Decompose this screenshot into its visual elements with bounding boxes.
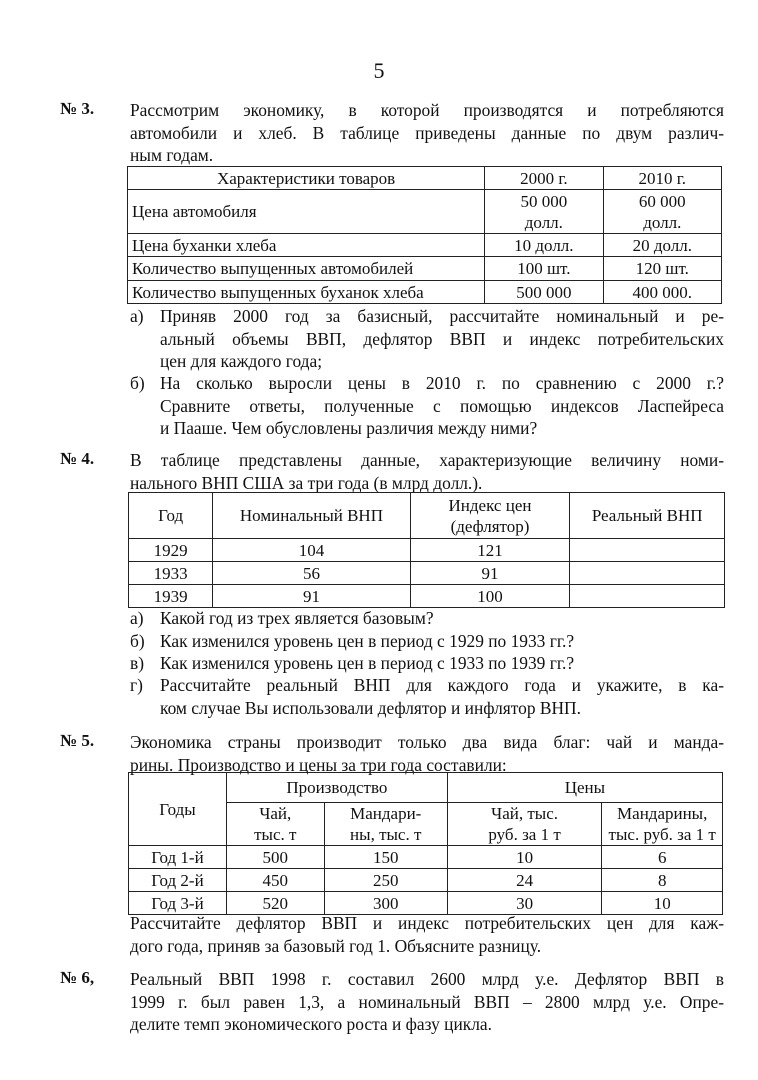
cell-line: Мандари- bbox=[350, 804, 422, 823]
cell-line: Чай, bbox=[259, 804, 292, 823]
cell-line: тыс. руб. за 1 т bbox=[608, 825, 716, 844]
header-cell: Реальный ВНП bbox=[570, 493, 725, 539]
table-header-row bbox=[128, 167, 722, 190]
table-cell: 104 bbox=[213, 539, 410, 562]
table-cell: 100 bbox=[410, 585, 570, 608]
table-cell: 91 bbox=[410, 562, 570, 585]
table-cell: 30 bbox=[447, 892, 602, 915]
text-line: Реальный ВВП 1998 г. составил 2600 млрд у.е. Дефлятор ВВП в bbox=[130, 969, 724, 989]
table-cell: 520 bbox=[226, 892, 324, 915]
problem-4-question-a bbox=[130, 607, 724, 630]
cell-line: долл. bbox=[643, 212, 682, 232]
question-label: в) bbox=[130, 653, 145, 673]
text-line: и Пааше. Чем обусловлены различия между ними? bbox=[160, 418, 538, 438]
table-header-row bbox=[129, 493, 725, 539]
table-row bbox=[129, 869, 723, 892]
cell-line: 50 000 bbox=[520, 191, 568, 211]
problem-3-question-a bbox=[130, 305, 724, 373]
table-cell: 120 шт. bbox=[603, 257, 721, 281]
table-cell: 24 bbox=[447, 869, 602, 892]
cell-line: ны, тыс. т bbox=[350, 825, 422, 844]
text-line: делите темп экономического роста и фазу цикла. bbox=[130, 1014, 492, 1034]
text-line: Приняв 2000 год за базисный, рассчитайте номинальный и ре- bbox=[160, 306, 724, 326]
page-number: 5 bbox=[373, 58, 385, 83]
text-line: Как изменился уровень цен в период с 1933 по 1939 гг.? bbox=[160, 653, 575, 673]
question-label: г) bbox=[130, 675, 143, 695]
group-header-cell: Цены bbox=[447, 773, 722, 803]
table-cell bbox=[570, 539, 725, 562]
table-cell: 10 bbox=[447, 846, 602, 869]
header-cell: 2000 г. bbox=[485, 167, 603, 190]
table-cell: 56 bbox=[213, 562, 410, 585]
table-cell: 10 bbox=[602, 892, 723, 915]
text-line: рины. Производство и цены за три года составили: bbox=[130, 754, 507, 775]
cell-line: руб. за 1 т bbox=[488, 825, 561, 844]
table-cell: 400 000. bbox=[603, 281, 721, 304]
table-cell: Год 1-й bbox=[129, 846, 227, 869]
cell-line: (дефлятор) bbox=[450, 516, 530, 536]
table-cell: 300 bbox=[324, 892, 447, 915]
table-cell: 6 bbox=[602, 846, 723, 869]
table-cell: 20 долл. bbox=[603, 234, 721, 257]
table-row bbox=[128, 234, 722, 257]
table-cell bbox=[570, 585, 725, 608]
table-row bbox=[128, 190, 722, 234]
problem-3-intro bbox=[130, 99, 724, 167]
table-cell: 500 000 bbox=[485, 281, 603, 304]
text-line: Какой год из трех является базовым? bbox=[160, 608, 434, 628]
table-cell: Год 3-й bbox=[129, 892, 227, 915]
table-cell: 500 bbox=[226, 846, 324, 869]
table-row bbox=[128, 257, 722, 281]
text-line: Сравните ответы, полученные с помощью индексов Ласпейреса bbox=[160, 395, 724, 416]
table-row bbox=[129, 539, 725, 562]
table-cell bbox=[485, 190, 603, 234]
row-label: Количество выпущенных автомобилей bbox=[128, 257, 485, 281]
table-cell: 1929 bbox=[129, 539, 213, 562]
problem-4-question-v bbox=[130, 652, 724, 675]
table-cell bbox=[570, 562, 725, 585]
header-cell bbox=[324, 803, 447, 846]
header-cell: 2010 г. bbox=[603, 167, 721, 190]
problem-4-intro bbox=[130, 449, 724, 494]
header-cell: Годы bbox=[129, 773, 227, 846]
question-label: а) bbox=[130, 608, 144, 628]
table-cell: 100 шт. bbox=[485, 257, 603, 281]
cell-line: 60 000 bbox=[638, 191, 686, 211]
text-line: ным годам. bbox=[130, 145, 214, 165]
table-cell: 8 bbox=[602, 869, 723, 892]
table-row bbox=[128, 281, 722, 304]
table-cell: 250 bbox=[324, 869, 447, 892]
problem-6-text bbox=[130, 968, 724, 1036]
text-line: На сколько выросли цены в 2010 г. по сравнению с 2000 г.? bbox=[160, 373, 724, 393]
row-label: Цена автомобиля bbox=[128, 190, 485, 234]
text-line: цен для каждого года; bbox=[160, 351, 323, 371]
problem-4-question-g bbox=[130, 674, 724, 719]
question-label: б) bbox=[130, 373, 145, 393]
question-label: б) bbox=[130, 631, 145, 651]
text-line: 1999 г. был равен 1,3, а номинальный ВВП – 2800 млрд у.е. Опре- bbox=[130, 991, 724, 1012]
question-label: а) bbox=[130, 306, 144, 326]
text-line: нального ВНП США за три года (в млрд долл.). bbox=[130, 472, 483, 493]
problem-4-table bbox=[128, 492, 725, 608]
header-cell bbox=[602, 803, 723, 846]
header-cell: Год bbox=[129, 493, 213, 539]
table-cell: 1933 bbox=[129, 562, 213, 585]
table-row bbox=[129, 846, 723, 869]
table-cell: Год 2-й bbox=[129, 869, 227, 892]
problem-5-outro bbox=[130, 912, 724, 957]
cell-line: тыс. т bbox=[254, 825, 297, 844]
table-cell bbox=[603, 190, 721, 234]
cell-line: Индекс цен bbox=[448, 495, 532, 515]
header-cell bbox=[410, 493, 570, 539]
table-header-row bbox=[129, 773, 723, 803]
problem-3-question-b bbox=[130, 372, 724, 440]
text-line: Как изменился уровень цен в период с 1929 по 1933 гг.? bbox=[160, 631, 575, 651]
row-label: Количество выпущенных буханок хлеба bbox=[128, 281, 485, 304]
text-line: ком случае Вы использовали дефлятор и инфлятор ВНП. bbox=[160, 697, 581, 718]
text-line: Рассчитайте реальный ВНП для каждого года и укажите, в ка- bbox=[160, 675, 724, 695]
cell-line: Мандарины, bbox=[617, 804, 708, 823]
problem-6-number: № 6, bbox=[60, 968, 95, 987]
text-line: автомобили и хлеб. В таблице приведены данные по двум различ- bbox=[130, 122, 724, 143]
problem-3-number: № 3. bbox=[60, 99, 95, 118]
row-label: Цена буханки хлеба bbox=[128, 234, 485, 257]
text-line: Экономика страны производит только два вида благ: чай и манда- bbox=[130, 732, 724, 752]
text-line: альный объемы ВВП, дефлятор ВВП и индекс потребительских bbox=[160, 328, 724, 349]
table-cell: 91 bbox=[213, 585, 410, 608]
table-cell: 1939 bbox=[129, 585, 213, 608]
table-row bbox=[129, 562, 725, 585]
problem-3-table bbox=[127, 166, 722, 304]
problem-5-intro bbox=[130, 731, 724, 776]
header-cell: Характеристики товаров bbox=[128, 167, 485, 190]
table-cell: 450 bbox=[226, 869, 324, 892]
problem-4-question-b bbox=[130, 630, 724, 653]
problem-5-number: № 5. bbox=[60, 731, 95, 750]
header-cell bbox=[226, 803, 324, 846]
text-line: Рассчитайте дефлятор ВВП и индекс потребительских цен для каж- bbox=[130, 913, 724, 933]
text-line: В таблице представлены данные, характеризующие величину номи- bbox=[130, 450, 724, 470]
problem-4-number: № 4. bbox=[60, 449, 95, 468]
table-cell: 10 долл. bbox=[485, 234, 603, 257]
cell-line: долл. bbox=[524, 212, 563, 232]
table-row bbox=[129, 585, 725, 608]
table-cell: 150 bbox=[324, 846, 447, 869]
header-cell: Номинальный ВНП bbox=[213, 493, 410, 539]
table-cell: 121 bbox=[410, 539, 570, 562]
group-header-cell: Производство bbox=[226, 773, 447, 803]
text-line: Рассмотрим экономику, в которой производятся и потребляются bbox=[130, 100, 724, 120]
cell-line: Чай, тыс. bbox=[491, 804, 558, 823]
text-line: дого года, приняв за базовый год 1. Объясните разницу. bbox=[130, 935, 542, 956]
problem-5-table bbox=[128, 772, 723, 915]
header-cell bbox=[447, 803, 602, 846]
